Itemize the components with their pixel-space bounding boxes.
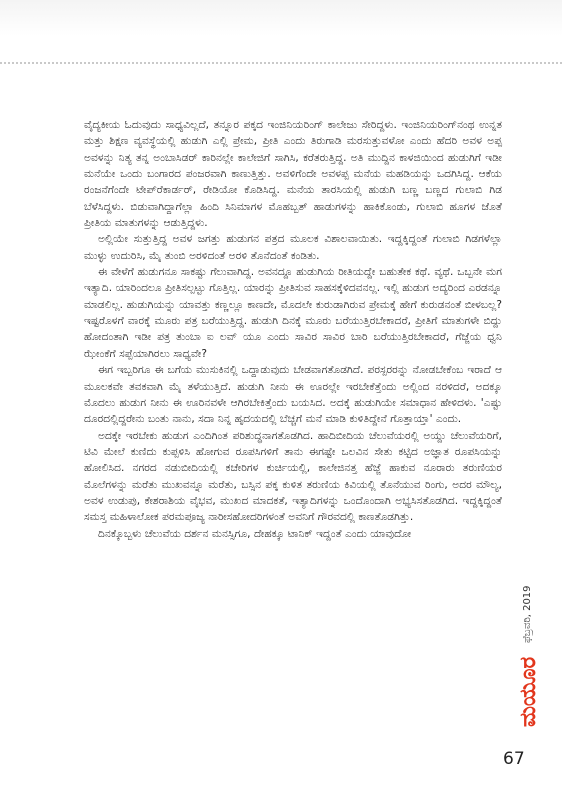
page-number: 67 bbox=[503, 749, 525, 769]
paragraph-5: ಅದಕ್ಕೇ ಇರಬೇಕು ಹುಡುಗ ಎಂದಿಗಿಂತ ಪರಿಶುದ್ಧನಾಗತೊಡಗಿದ. ಹಾದಿಬೀದಿಯ ಚೆಲುವೆಯರಲ್ಲಿ ಅಯ್ದು ಚೆಲುವೆಯರಿಗೆ, ಟಿವಿ ಮೇಲೆ ಕುಣಿದು ಕುಪ್ಪಳಿಸಿ ಹೋಗುವ ರೂಪಸಿಗಳಿಗೆ ತಾನು ಈಗಷ್ಟೇ ಒಲವಿನ ಸೇತು ಕಟ್ಟಿದ ಅಜ್ಞಾತ ರೂಪಸಿಯನ್ನು ಹೋಲಿಸಿದ. ನಗರದ ನಡುಬೀದಿಯಲ್ಲಿ ಕಚೇರಿಗಳ ಕುರ್ಚಿಯಲ್ಲಿ, ಕಾಲೇಜಿನತ್ತ ಹೆಜ್ಜೆ ಹಾಕುವ ನೂರಾರು ತರುಣಿಯರ ಮೊಲೆಗಳನ್ನು ಮರೆತು ಮುಖವನ್ನೂ ಮರೆತು, ಬಸ್ಸಿನ ಪಕ್ಕ ಕುಳಿತ ತರುಣಿಯ ಕಿವಿಯಲ್ಲಿ ತೊನೆಯುವ ರಿಂಗು, ಅದರ ಮೌಲ್ಯ, ಅವಳ ಉಡುಪು, ಕೇಶರಾಶಿಯ ವೈಭವ, ಮುಖದ ಮಾದಕತೆ, ಇತ್ಯಾದಿಗಳನ್ನು ಒಂದೊಂದಾಗಿ ಅಭ್ಯಸಿಸತೊಡಗಿದ. ಇದ್ದಕ್ಕಿದ್ದಂತೆ ಸಮಸ್ತ ಮಹಿಳಾಲೋಕ ಪರಮಪೂಜ್ಯ ನಾರೀಸಹೋದರಿಗಳಂತೆ ಅವನಿಗೆ ಗೌರವದಲ್ಲಿ ಕಾಣತೊಡಗಿತ್ತು. bbox=[84, 429, 502, 524]
paragraph-3: ಈ ವೇಳೆಗೆ ಹುಡುಗನೂ ಸಾಕಷ್ಟು ಗೆಲುವಾಗಿದ್ದ. ಅವನದ್ದೂ ಹುಡುಗಿಯ ರೀತಿಯದ್ದೇ ಬಹುತೇಕ ಕಥೆ. ವ್ಯಥೆ. ಒಬ್ಬನೇ ಮಗ ಇತ್ಯಾದಿ. ಯಾರಿಂದಲೂ ಪ್ರೀತಿಸಲ್ಪಟ್ಟು ಗೊತ್ತಿಲ್ಲ. ಯಾರನ್ನು ಪ್ರೀತಿಸುವ ಸಾಹಸಕ್ಕೆಳಿದವನಲ್ಲ. ಇಲ್ಲಿ ಹುಡುಗ ಅದ್ಯರಿಂದ ಎರಡನ್ನೂ ಮಾಡಲಿಲ್ಲ. ಹುಡುಗಿಯನ್ನು ಯಾವತ್ತು ಕಣ್ಣಲ್ಲೂ ಕಾಣದೇ, ಮೊದಲೇ ಕುರುಡಾಗಿರುವ ಪ್ರೇಮಕ್ಕೆ ಹೇಗೆ ಕುರುಡನಂತೆ ಬೀಳಬಲ್ಲ? ಇಷ್ಟರೊಳಗೆ ವಾರಕ್ಕೆ ಮೂರು ಪತ್ರ ಬರೆಯುತ್ತಿದ್ದ. ಹುಡುಗಿ ದಿನಕ್ಕೆ ಮೂರು ಬರೆಯುತ್ತಿರಬೇಕಾದರೆ, ಪ್ರೀತಿಗೆ ಮಾತುಗಳೇ ಬಿದ್ದು ಹೋದಂತಾಗಿ ಇಡೀ ಪತ್ರ ತುಂಬಾ ಐ ಲವ್ ಯೂ ಎಂದು ಸಾವಿರ ಸಾವಿರ ಬಾರಿ ಬರೆಯುತ್ತಿರಬೇಕಾದರೆ, ಗೆಜ್ಜೆಯ ಧ್ವನಿ ಝೇಂಕೆಗೆ ಸಪ್ಪೆಯಾಗಿರಲು ಸಾಧ್ಯವೇ? bbox=[84, 266, 502, 360]
issue-date: ಫೆಬ್ರವರಿ, 2019 bbox=[522, 585, 533, 643]
dotted-divider bbox=[0, 62, 562, 64]
article-body bbox=[84, 117, 502, 542]
scan-edge-shading bbox=[0, 0, 562, 36]
paragraph-2: ಅಲ್ಲಿಯೇ ಸುತ್ತುತ್ತಿದ್ದ ಅವಳ ಜಗತ್ತು ಹುಡುಗನ ಪತ್ರದ ಮೂಲಕ ವಿಶಾಲವಾಯಿತು. ಇದ್ದಕ್ಕಿದ್ದಂತೆ ಗುಲಾಬಿ ಗಿಡಗಳೆಲ್ಲಾ ಮುಳ್ಳು ಉದುರಿಸಿ, ಮೈ ತುಂಬಿ ಅರಳಿದಂತೆ ಅರಳಿ ತೊನೆದಂತೆ ಕಂಡಿತು. bbox=[84, 233, 502, 262]
paragraph-1: ವೈದ್ಯಕೀಯ ಓದುವುದು ಸಾಧ್ಯವಿಲ್ಲದೆ, ತನ್ನೂರ ಪಕ್ಕದ ಇಂಜಿನಿಯರಿಂಗ್ ಕಾಲೇಜು ಸೇರಿದ್ದಳು. ಇಂಜಿನಿಯರಿಂಗ್‌ನಂಥ ಉನ್ನತ ಮತ್ತು ಶಿಕ್ಷಣ ವ್ಯವಸ್ಥೆಯಲ್ಲಿ ಹುಡುಗಿ ಎಲ್ಲಿ ಪ್ರೇಮ, ಪ್ರೀತಿ ಎಂದು ತಿರುಗಾಡಿ ಮರಸುತ್ತುವಳೋ ಎಂದು ಹೆದರಿ ಅವಳ ಅಪ್ಪ ಅವಳನ್ನು ನಿತ್ಯ ತನ್ನ ಅಂಬಾಸಿಡರ್ ಕಾರಿನಲ್ಲೇ ಕಾಲೇಜಿಗೆ ಸಾಗಿಸಿ, ಕರೆತರುತ್ತಿದ್ದ. ಅತಿ ಮುದ್ದಿನ ಕಾಳಜಿಯಿಂದ ಹುಡುಗಿಗೆ ಇಡೀ ಮನೆಯೇ ಒಂದು ಬಂಗಾರದ ಪಂಜರವಾಗಿ ಕಾಣುತ್ತಿತ್ತು. ಅವಳಿಗೆಂದೇ ಅವಳಪ್ಪ ಮನೆಯ ಮಹಡಿಯನ್ನು ಒದಗಿಸಿದ್ದ. ಆಕೆಯ ರಂಜನೆಗೆಂದೇ ಟೇಪ್‌ರೆಕಾರ್ಡರ್, ರೇಡಿಯೋ ಕೊಡಿಸಿದ್ದ. ಮನೆಯ ತಾರಸಿಯಲ್ಲಿ ಹುಡುಗಿ ಬಣ್ಣ ಬಣ್ಣದ ಗುಲಾಬಿ ಗಿಡ ಬೆಳೆಸಿದ್ದಳು. ಬಿಡುವಾಗಿದ್ದಾಗೆಲ್ಲಾ ಹಿಂದಿ ಸಿನಿಮಾಗಳ ಮೊಹಬ್ಬತ್ ಹಾಡುಗಳನ್ನು ಹಾಕಿಕೊಂಡು, ಗುಲಾಬಿ ಹೂಗಳ ಜೊತೆ ಪ್ರೀತಿಯ ಮಾತುಗಳನ್ನು ಆಡುತ್ತಿದ್ದಳು. bbox=[84, 119, 502, 230]
magazine-logo: ಮಯೂರ bbox=[516, 656, 541, 727]
paragraph-6: ದಿನಕ್ಕೊಬ್ಬಳು ಚೆಲುವೆಯ ದರ್ಶನ ಮನಸ್ಸಿಗೂ, ದೇಹಕ್ಕೂ ಟಾನಿಕ್ ಇದ್ದಂತೆ ಎಂದು ಯಾವುದೋ bbox=[98, 527, 412, 540]
magazine-sidebar bbox=[512, 575, 546, 755]
paragraph-4: ಈಗ ಇಬ್ಬರಿಗೂ ಈ ಬಗೆಯ ಮುಸುಕಿನಲ್ಲಿ ಒದ್ದಾಡುವುದು ಬೇಡವಾಗತೊಡಗಿದೆ. ಪರಸ್ಪರರನ್ನು ನೋಡಬೇಕೆಂಬ ಇರಾದೆ ಆ ಮೂಲಕವೇ ತವಕವಾಗಿ ಮೈ ತಳೆಯುತ್ತಿದೆ. ಹುಡುಗಿ ನೀನು ಈ ಊರಲ್ಲೇ ಇರಬೇಕೆತ್ತೆಂದು ಅಲ್ಲಿಂದ ನರಳಿದರೆ, ಅದಕ್ಕೂ ಮೊದಲು ಹುಡುಗ ನೀನು ಈ ಊರಿನವಳೇ ಆಗಿರಬೇಕಿತ್ತೆಂದು ಬಯಸಿದ. ಅದಕ್ಕೆ ಹುಡುಗಿಯೇ ಸಮಾಧಾನ ಹೇಳಿದಳು. 'ಎಷ್ಟು ದೂರದಲ್ಲಿದ್ದರೇನು ಬಂತು ನಾನು, ಸದಾ ನಿನ್ನ ಹೃದಯದಲ್ಲಿ ಬೆಚ್ಚಗೆ ಮನೆ ಮಾಡಿ ಕುಳಿತಿದ್ದೇನೆ ಗೊತ್ತಾಯ್ತಾ' ಎಂದು. bbox=[84, 364, 502, 426]
